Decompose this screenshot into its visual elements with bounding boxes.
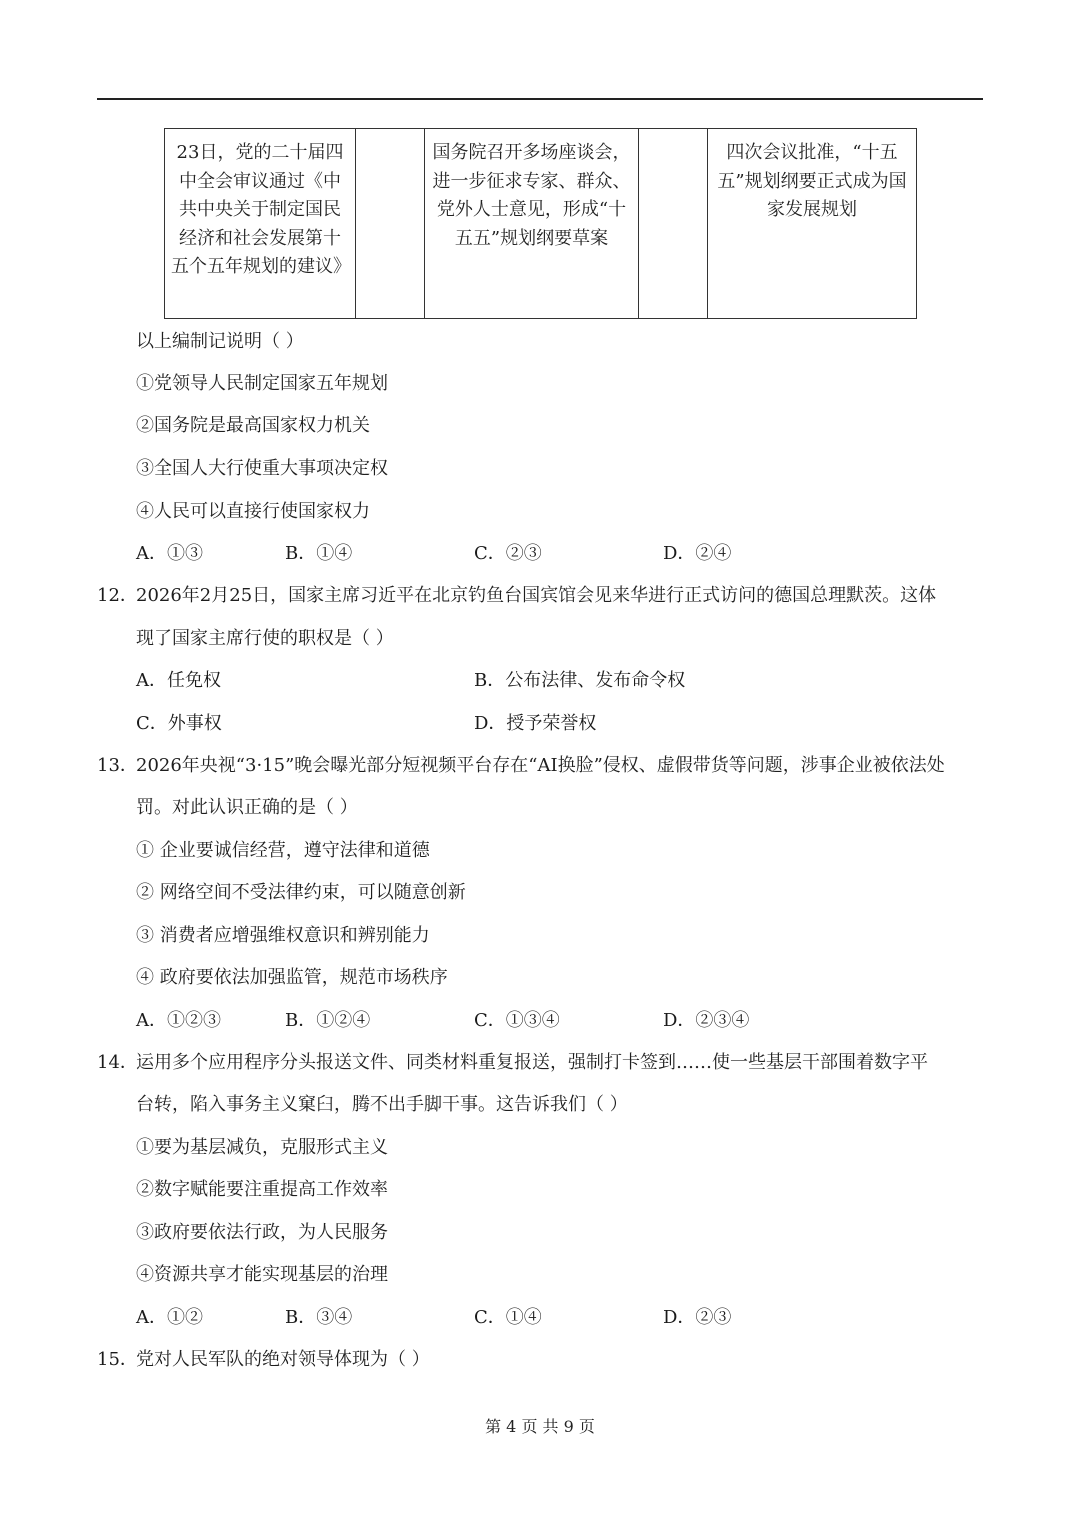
q12-stem-line2: 现了国家主席行使的职权是（ ） <box>136 628 394 649</box>
q11-stem: 以上编制记说明（ ） <box>136 331 304 352</box>
q13-option-3: ③ 消费者应增强维权意识和辨别能力 <box>136 925 430 946</box>
q13-stem-line1: 2026年央视“3·15”晚会曝光部分短视频平台存在“AI换脸”侵权、虚假带货等问题，涉事企业被依法处 <box>136 755 945 776</box>
q14-option-2: ②数字赋能要注重提高工作效率 <box>136 1179 388 1200</box>
q11-choice-c: C．②③ <box>474 543 542 564</box>
q11-choice-a: A．①③ <box>136 543 203 564</box>
q13-choice-a: A．①②③ <box>136 1010 221 1031</box>
q12-choice-d: D．授予荣誉权 <box>474 713 597 734</box>
table-cell-npc-approval: 四次会议批准，“十五五”规划纲要正式成为国家发展规划 <box>708 129 917 319</box>
q13-choice-c: C．①③④ <box>474 1010 560 1031</box>
q13-number: 13． <box>97 755 138 776</box>
header-rule <box>97 98 983 100</box>
timeline-table <box>164 128 917 319</box>
q14-option-4: ④资源共享才能实现基层的治理 <box>136 1264 388 1285</box>
q11-choice-b: B．①④ <box>285 543 353 564</box>
q13-choice-d: D．②③④ <box>663 1010 750 1031</box>
q14-choice-a: A．①② <box>136 1307 203 1328</box>
q14-option-1: ①要为基层减负，克服形式主义 <box>136 1137 388 1158</box>
q14-stem-line1: 运用多个应用程序分头报送文件、同类材料重复报送，强制打卡签到……使一些基层干部围着数字平 <box>136 1052 928 1073</box>
q12-choice-a: A．任免权 <box>136 670 221 691</box>
q13-stem-line2: 罚。对此认识正确的是（ ） <box>136 797 358 818</box>
q13-option-4: ④ 政府要依法加强监管，规范市场秩序 <box>136 967 448 988</box>
q11-choice-d: D．②④ <box>663 543 732 564</box>
q14-stem-line2: 台转，陷入事务主义窠臼，腾不出手脚干事。这告诉我们（ ） <box>136 1094 628 1115</box>
table-cell-state-council: 国务院召开多场座谈会，进一步征求专家、群众、党外人士意见，形成“十五五”规划纲要草案 <box>425 129 639 319</box>
q13-choice-b: B．①②④ <box>285 1010 371 1031</box>
q15-stem: 党对人民军队的绝对领导体现为（ ） <box>136 1349 430 1370</box>
q13-option-1: ① 企业要诚信经营，遵守法律和道德 <box>136 840 430 861</box>
table-cell-blank-2 <box>639 129 708 319</box>
page-footer: 第 4 页 共 9 页 <box>485 1417 595 1436</box>
q14-choice-c: C．①④ <box>474 1307 542 1328</box>
q11-option-1: ①党领导人民制定国家五年规划 <box>136 373 388 394</box>
q14-number: 14． <box>97 1052 138 1073</box>
q12-number: 12． <box>97 585 138 606</box>
q12-choice-b: B．公布法律、发布命令权 <box>474 670 686 691</box>
q14-choice-b: B．③④ <box>285 1307 353 1328</box>
q13-option-2: ② 网络空间不受法律约束，可以随意创新 <box>136 882 466 903</box>
q12-stem-line1: 2026年2月25日，国家主席习近平在北京钓鱼台国宾馆会见来华进行正式访问的德国总理默茨。这体 <box>136 585 937 606</box>
q11-option-4: ④人民可以直接行使国家权力 <box>136 501 370 522</box>
table-cell-blank-1 <box>356 129 425 319</box>
q15-number: 15． <box>97 1349 138 1370</box>
q11-option-2: ②国务院是最高国家权力机关 <box>136 415 370 436</box>
table-cell-fourth-plenum: 23日，党的二十届四中全会审议通过《中共中央关于制定国民经济和社会发展第十五个五年规划的建议》 <box>165 129 356 319</box>
q14-choice-d: D．②③ <box>663 1307 732 1328</box>
q11-option-3: ③全国人大行使重大事项决定权 <box>136 458 388 479</box>
q14-option-3: ③政府要依法行政，为人民服务 <box>136 1222 388 1243</box>
q12-choice-c: C．外事权 <box>136 713 222 734</box>
